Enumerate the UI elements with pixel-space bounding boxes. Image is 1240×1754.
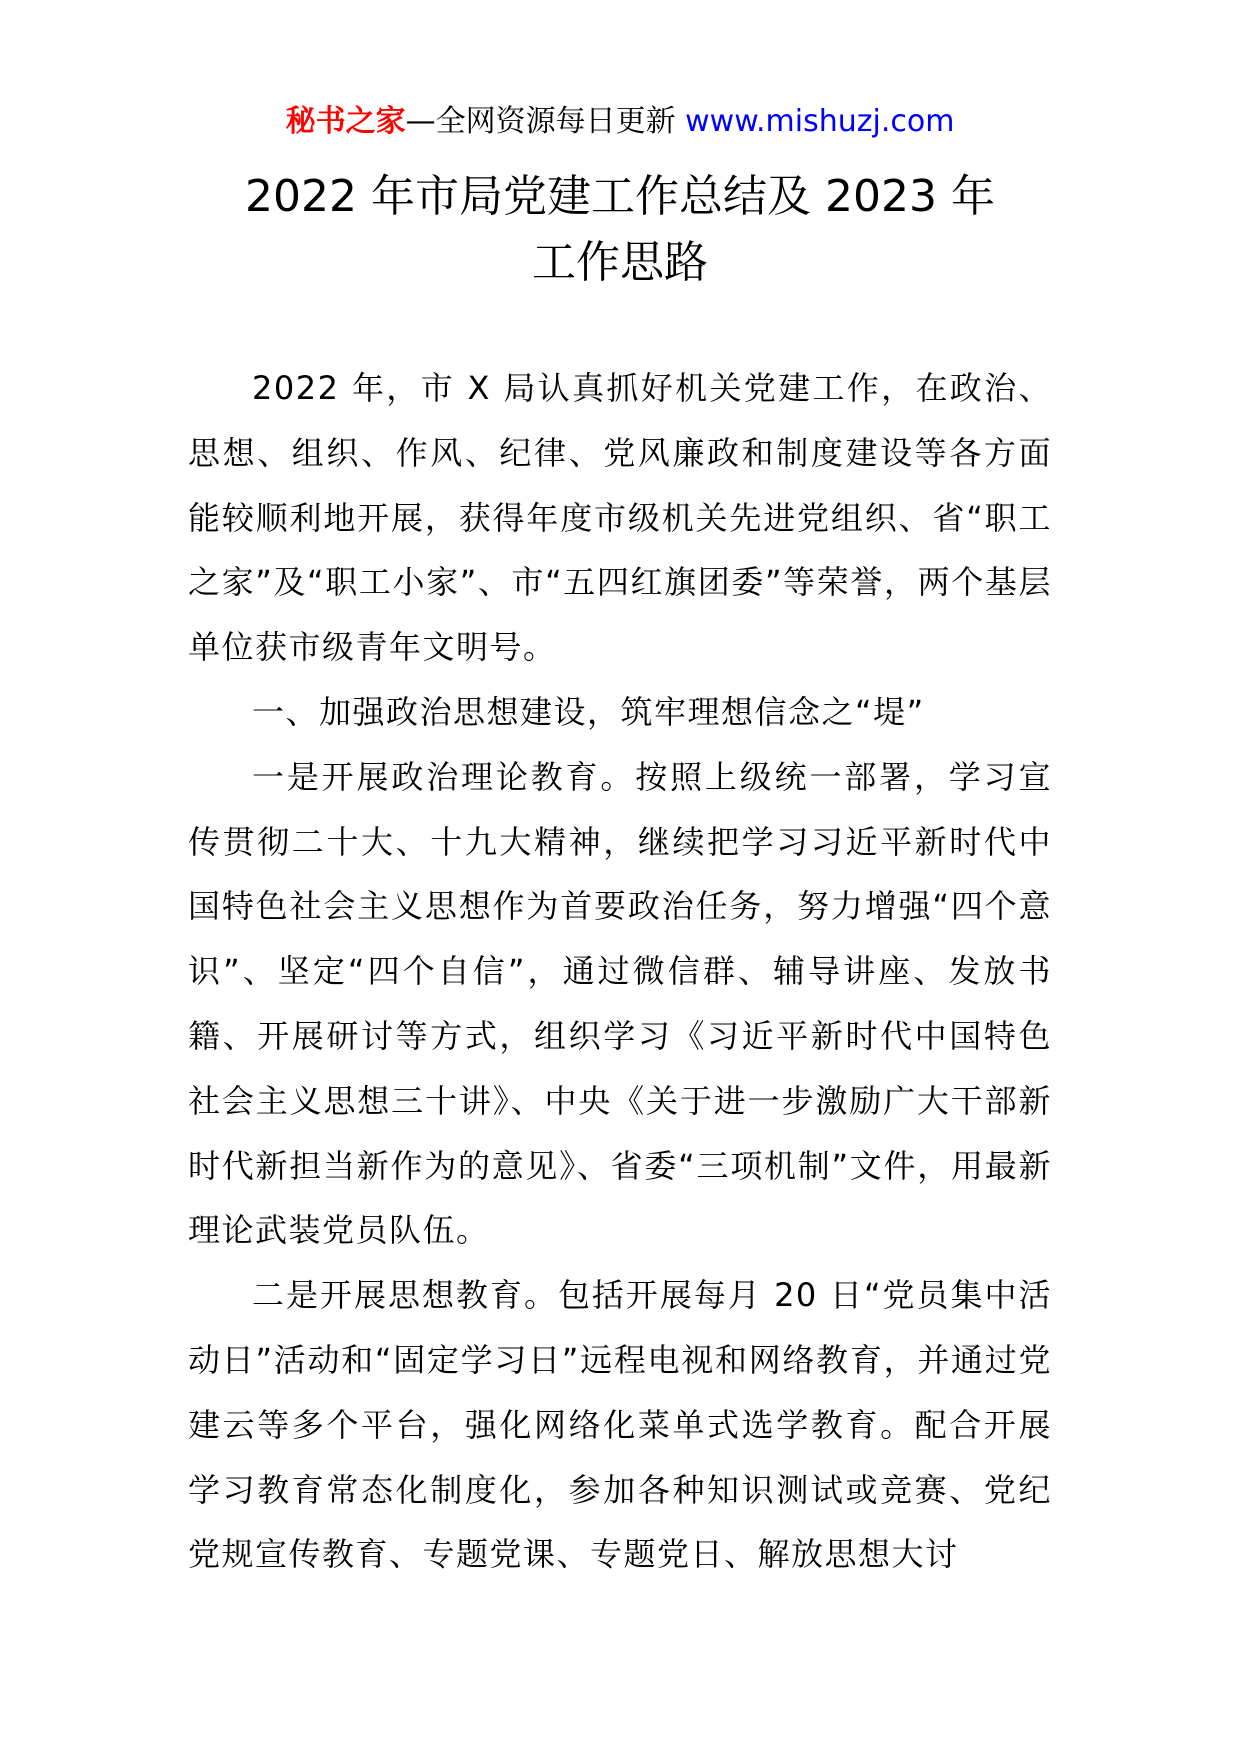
title-line-2: 工作思路 (532, 237, 708, 288)
body-paragraph: 二是开展思想教育。包括开展每月 20 日“党员集中活动日”活动和“固定学习日”远程电视和网络教育，并通过党建云等多个平台，强化网络化菜单式选学教育。配合开展学习教育常态化制度化，参加各种知识测试或竞赛、党纪党规宣传教育、专题党课、专题党日、解放思想大讨 (188, 1276, 1052, 1574)
section-heading: 一、加强政治思想建设，筑牢理想信念之“堤” (252, 692, 925, 731)
site-brand: 秘书之家 (285, 104, 406, 139)
title-line-1: 2022 年市局党建工作总结及 2023 年 (245, 171, 995, 222)
site-slogan: —全网资源每日更新 (405, 104, 686, 139)
body-paragraph: 一是开展政治理论教育。按照上级统一部署，学习宣传贯彻二十大、十九大精神，继续把学习习近平新时代中国特色社会主义思想作为首要政治任务，努力增强“四个意识”、坚定“四个自信”，通过微信群、辅导讲座、发放书籍、开展研讨等方式，组织学习《习近平新时代中国特色社会主义思想三十讲》、中央《关于进一步激励广大干部新时代新担当新作为的意见》、省委“三项机制”文件，用最新理论武装党员队伍。 (188, 757, 1052, 1250)
intro-paragraph: 2022 年，市 X 局认真抓好机关党建工作，在政治、思想、组织、作风、纪律、党风廉政和制度建设等各方面能较顺利地开展，获得年度市级机关先进党组织、省“职工之家”及“职工小家”、市“五四红旗团委”等荣誉，两个基层单位获市级青年文明号。 (188, 369, 1052, 667)
site-url-link[interactable]: www.mishuzj.com (685, 104, 955, 139)
document-title (0, 164, 1240, 296)
site-header (0, 100, 1240, 144)
document-body (188, 356, 1052, 1587)
